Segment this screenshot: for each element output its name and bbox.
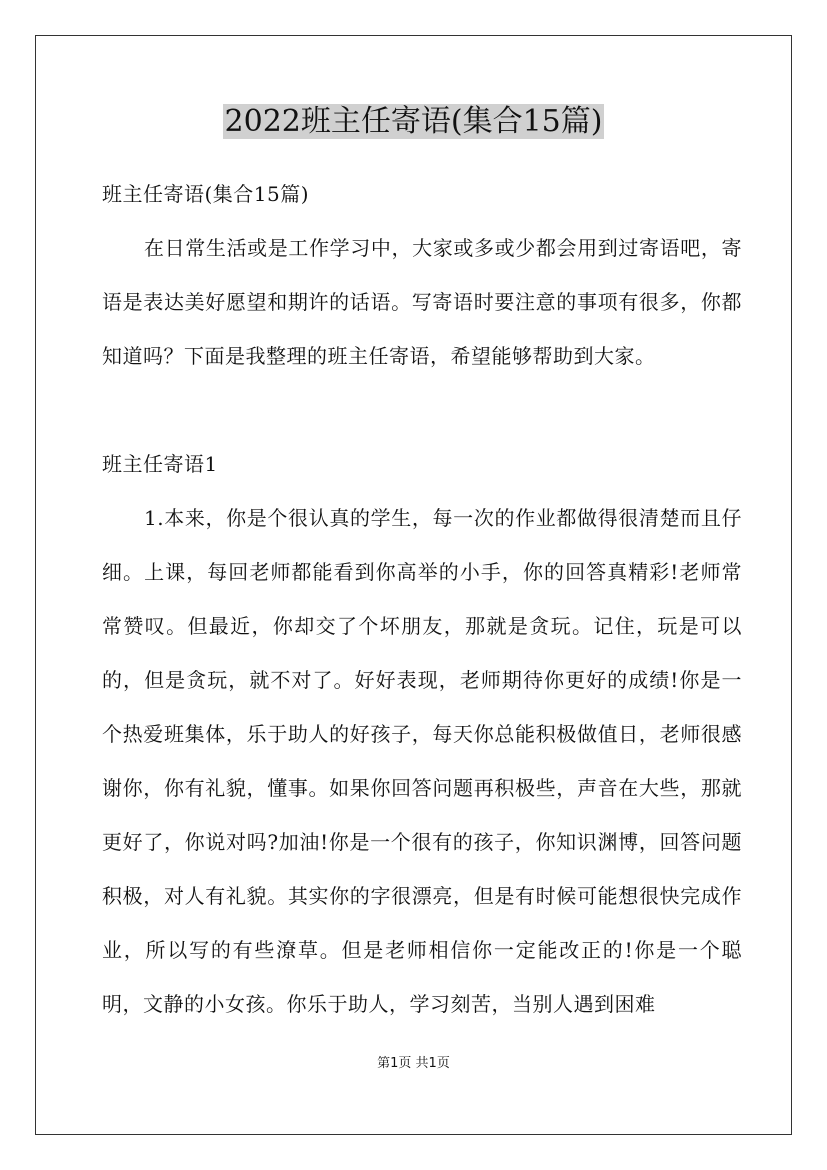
page-footer: 第1页 共1页 [377, 1056, 450, 1071]
section-heading: 班主任寄语1 [102, 452, 218, 476]
document-title [0, 103, 827, 141]
intro-paragraph: 在日常生活或是工作学习中，大家或多或少都会用到过寄语吧，寄语是表达美好愿望和期许的话语。写寄语时要注意的事项有很多，你都知道吗？下面是我整理的班主任寄语，希望能够帮助到大家。 [102, 236, 742, 368]
document-title-text: 2022班主任寄语(集合15篇) [224, 104, 603, 139]
document-subtitle: 班主任寄语(集合15篇) [102, 182, 310, 206]
section-paragraph: 1.本来，你是个很认真的学生，每一次的作业都做得很清楚而且仔细。上课，每回老师都能看到你高举的小手，你的回答真精彩!老师常常赞叹。但最近，你却交了个坏朋友，那就是贪玩。记住，玩是可以的，但是贪玩，就不对了。好好表现，老师期待你更好的成绩!你是一个热爱班集体，乐于助人的好孩子，每天你总能积极做值日，老师很感谢你，你有礼貌，懂事。如果你回答问题再积极些，声音在大些，那就更好了，你说对吗?加油!你是一个很有的孩子，你知识渊博，回答问题积极，对人有礼貌。其实你的字很漂亮，但是有时候可能想很快完成作业，所以写的有些潦草。但是老师相信你一定能改正的!你是一个聪明，文静的小女孩。你乐于助人，学习刻苦，当别人遇到困难 [102, 506, 742, 1016]
